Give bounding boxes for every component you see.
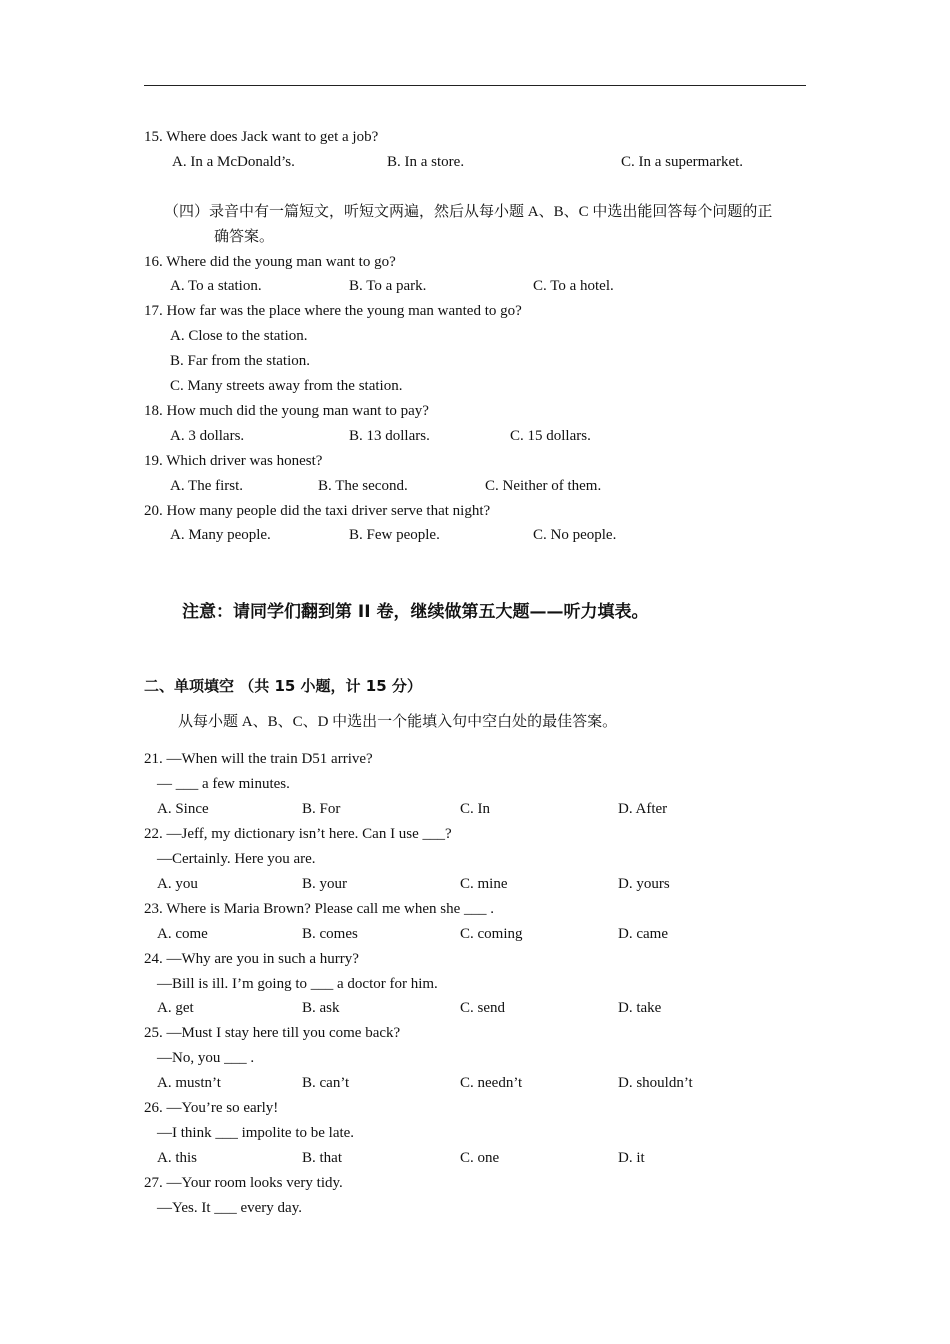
question-18-option-c: C. 15 dollars. (510, 428, 591, 444)
question-25-line-1: 25. —Must I stay here till you come back? (144, 1025, 401, 1041)
question-26-option-a: A. this (157, 1150, 198, 1166)
question-25-line-2: —No, you ___ . (157, 1050, 255, 1066)
question-16-option-c: C. To a hotel. (533, 278, 614, 294)
question-15-stem: 15. Where does Jack want to get a job? (144, 129, 379, 145)
question-25-option-b: B. can’t (302, 1075, 350, 1091)
question-16-stem: 16. Where did the young man want to go? (144, 254, 396, 270)
question-21-option-c: C. In (460, 801, 490, 817)
part-4-instruction (164, 200, 809, 250)
question-15-option-b: B. In a store. (387, 154, 465, 170)
question-25-option-d: D. shouldn’t (618, 1075, 693, 1091)
question-20-option-a: A. Many people. (170, 527, 271, 543)
question-18-option-b: B. 13 dollars. (349, 428, 430, 444)
question-17-option-a: A. Close to the station. (170, 328, 308, 344)
question-25-option-c: C. needn’t (460, 1075, 523, 1091)
section-2-title: 二、单项填空 （共 15 小题，计 15 分） (144, 677, 422, 695)
question-24-line-2: —Bill is ill. I’m going to ___ a doctor for him. (157, 976, 438, 992)
question-19-option-a: A. The first. (170, 478, 244, 494)
section-2-instruction: 从每小题 A、B、C、D 中选出一个能填入句中空白处的最佳答案。 (178, 714, 618, 730)
question-17-stem: 17. How far was the place where the young man wanted to go? (144, 303, 522, 319)
question-23-option-d: D. came (618, 926, 668, 942)
question-15-option-c: C. In a supermarket. (621, 154, 744, 170)
question-22-option-a: A. you (157, 876, 198, 892)
question-20-option-b: B. Few people. (349, 527, 440, 543)
part-4-instruction-line-2: 确答案。 (214, 229, 275, 245)
question-24-option-d: D. take (618, 1000, 662, 1016)
question-23-option-c: C. coming (460, 926, 523, 942)
notice-text: 注意：请同学们翻到第 II 卷，继续做第五大题——听力填表。 (182, 602, 649, 622)
question-24-line-1: 24. —Why are you in such a hurry? (144, 951, 359, 967)
question-22-option-d: D. yours (618, 876, 670, 892)
question-24-option-b: B. ask (302, 1000, 340, 1016)
question-17-option-b: B. Far from the station. (170, 353, 310, 369)
question-21-line-1: 21. —When will the train D51 arrive? (144, 751, 373, 767)
question-27-line-2: —Yes. It ___ every day. (157, 1200, 302, 1216)
question-20-stem: 20. How many people did the taxi driver serve that night? (144, 503, 491, 519)
header-rule (144, 85, 806, 86)
question-23-option-b: B. comes (302, 926, 358, 942)
question-19-option-c: C. Neither of them. (485, 478, 602, 494)
question-21-option-a: A. Since (157, 801, 209, 817)
question-23-option-a: A. come (157, 926, 208, 942)
question-24-option-a: A. get (157, 1000, 194, 1016)
question-22-option-b: B. your (302, 876, 347, 892)
question-18-option-a: A. 3 dollars. (170, 428, 245, 444)
question-26-line-2: —I think ___ impolite to be late. (157, 1125, 355, 1141)
question-21-line-2: — ___ a few minutes. (157, 776, 290, 792)
question-26-option-c: C. one (460, 1150, 500, 1166)
question-16-option-b: B. To a park. (349, 278, 427, 294)
question-19-option-b: B. The second. (318, 478, 408, 494)
question-16-option-a: A. To a station. (170, 278, 262, 294)
question-22-line-1: 22. —Jeff, my dictionary isn’t here. Can I use ___? (144, 826, 452, 842)
question-21-option-b: B. For (302, 801, 341, 817)
question-22-line-2: —Certainly. Here you are. (157, 851, 316, 867)
question-25-option-a: A. mustn’t (157, 1075, 221, 1091)
question-18-stem: 18. How much did the young man want to pay? (144, 403, 429, 419)
question-24-option-c: C. send (460, 1000, 505, 1016)
question-20-option-c: C. No people. (533, 527, 617, 543)
question-21-option-d: D. After (618, 801, 668, 817)
question-23-line-1: 23. Where is Maria Brown? Please call me when she ___ . (144, 901, 495, 917)
part-4-instruction-line-1: （四）录音中有一篇短文，听短文两遍，然后从每小题 A、B、C 中选出能回答每个问题的正 (164, 204, 773, 220)
question-22-option-c: C. mine (460, 876, 508, 892)
question-26-option-b: B. that (302, 1150, 342, 1166)
question-17-option-c: C. Many streets away from the station. (170, 378, 403, 394)
question-27-line-1: 27. —Your room looks very tidy. (144, 1175, 343, 1191)
question-19-stem: 19. Which driver was honest? (144, 453, 323, 469)
question-26-line-1: 26. —You’re so early! (144, 1100, 279, 1116)
question-26-option-d: D. it (618, 1150, 645, 1166)
question-15-option-a: A. In a McDonald’s. (172, 154, 295, 170)
